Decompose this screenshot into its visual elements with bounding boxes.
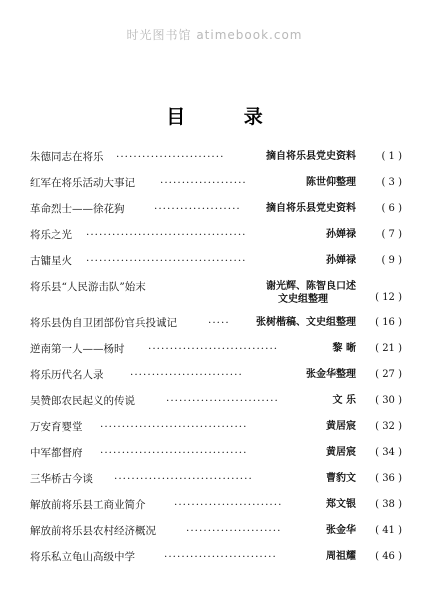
entry-title: 古镛星火 [30,255,72,267]
table-of-contents [30,144,402,570]
entry-title: 红军在将乐活动大事记 [30,177,135,189]
toc-entry[interactable] [30,310,402,336]
entry-author: 孙婵禄 [326,229,356,240]
toc-entry[interactable] [30,388,402,414]
entry-page-number: ( 30 ) [375,395,402,406]
entry-title: 革命烈士——徐花狗 [30,203,125,215]
entry-author: 郑文银 [326,499,356,510]
dot-leader: ······················ [186,525,282,537]
toc-entry[interactable] [30,466,402,492]
entry-author: 陈世仰整理 [306,177,356,188]
toc-entry[interactable] [30,196,402,222]
toc-entry[interactable] [30,144,402,170]
entry-title: 将乐之光 [30,229,72,241]
entry-page-number: ( 38 ) [375,499,402,510]
entry-page-number: ( 16 ) [375,317,402,328]
entry-title: 将乐县“人民游击队”始末 [30,281,146,293]
entry-author: 孙婵禄 [326,255,356,266]
entry-title: 将乐县伪自卫团部份官兵投诚记 [30,317,177,329]
entry-author: 黄居宸 [326,421,356,432]
entry-page-number: ( 6 ) [381,203,402,214]
entry-title: 将乐私立龟山高级中学 [30,551,135,563]
entry-page-number: ( 9 ) [381,255,402,266]
page-title: 目 录 [166,106,289,128]
entry-author: 摘自将乐县党史资料 [266,151,356,162]
entry-author: 周祖耀 [326,551,356,562]
entry-author: 张树楷稿、文史组整理 [256,317,356,328]
entry-title: 解放前将乐县农村经济概况 [30,525,156,537]
dot-leader: ···················· [160,177,247,189]
toc-entry[interactable] [30,274,402,310]
entry-title: 万安育婴堂 [30,421,83,433]
entry-title: 将乐历代名人录 [30,369,104,381]
dot-leader: ·································· [100,447,248,459]
entry-title: 朱德同志在将乐 [30,151,104,163]
entry-page-number: ( 34 ) [375,447,402,458]
dot-leader: ·························· [166,395,279,407]
dot-leader: ······························ [148,343,279,355]
entry-title: 逆南第一人——杨时 [30,343,125,355]
entry-author [266,280,356,306]
dot-leader: ···················· [154,203,241,215]
toc-entry[interactable] [30,248,402,274]
dot-leader: ································ [114,473,253,485]
entry-page-number: ( 27 ) [375,369,402,380]
toc-entry[interactable] [30,170,402,196]
toc-entry[interactable] [30,336,402,362]
entry-page-number: ( 32 ) [375,421,402,432]
entry-author-line2: 文史组整理 [278,294,328,305]
entry-author: 文 乐 [332,395,356,406]
toc-entry[interactable] [30,544,402,570]
entry-title: 吴赞郎农民起义的传说 [30,395,135,407]
entry-page-number: ( 7 ) [381,229,402,240]
entry-title: 解放前将乐县工商业简介 [30,499,146,511]
dot-leader: ····································· [86,229,247,241]
entry-title: 三华桥古今谈 [30,473,93,485]
entry-author: 张金华 [326,525,356,536]
toc-entry[interactable] [30,362,402,388]
entry-page-number: ( 12 ) [375,292,402,303]
toc-entry[interactable] [30,414,402,440]
dot-leader: ·························· [130,369,243,381]
dot-leader: ·································· [100,421,248,433]
entry-page-number: ( 41 ) [375,525,402,536]
dot-leader: ························· [174,499,283,511]
entry-author: 摘自将乐县党史资料 [266,203,356,214]
entry-author: 曹豹文 [326,473,356,484]
entry-page-number: ( 21 ) [375,343,402,354]
entry-author: 黎 晰 [332,343,356,354]
dot-leader: ························· [116,151,225,163]
entry-title: 中军都督府 [30,447,83,459]
entry-page-number: ( 3 ) [381,177,402,188]
entry-author: 黄居宸 [326,447,356,458]
toc-entry[interactable] [30,492,402,518]
dot-leader: ·························· [164,551,277,563]
entry-page-number: ( 36 ) [375,473,402,484]
entry-page-number: ( 46 ) [375,551,402,562]
toc-entry[interactable] [30,222,402,248]
watermark-text: 时光图书馆 atimebook.com [126,28,303,42]
dot-leader: ····································· [86,255,247,267]
entry-author: 张金华整理 [306,369,356,380]
dot-leader: ····· [208,317,230,329]
entry-page-number: ( 1 ) [381,151,402,162]
entry-author-line1: 谢光辉、陈智良口述 [266,281,356,292]
toc-entry[interactable] [30,518,402,544]
toc-entry[interactable] [30,440,402,466]
